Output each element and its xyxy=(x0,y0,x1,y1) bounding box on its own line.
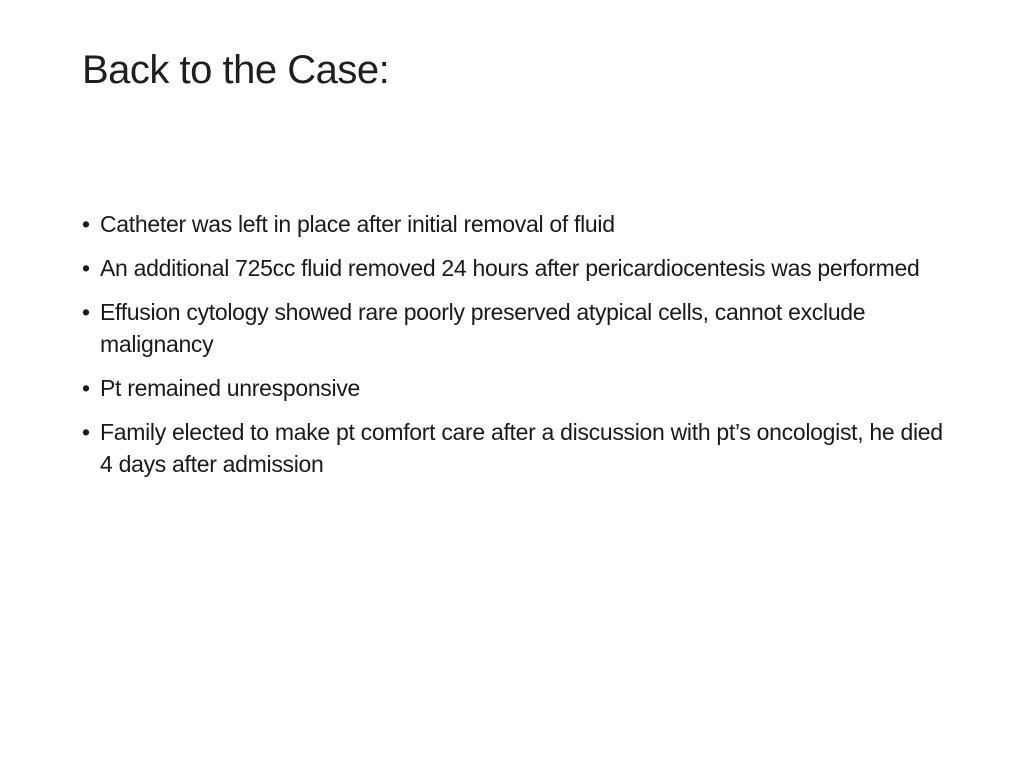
bullet-item-unresponsive xyxy=(82,372,952,404)
bullet-icon: • xyxy=(82,419,90,445)
bullet-list xyxy=(82,208,952,492)
bullet-text: Family elected to make pt comfort care after a discussion with pt’s oncologist, he died 4 days after admission xyxy=(100,419,943,477)
bullet-text: Effusion cytology showed rare poorly preserved atypical cells, cannot exclude malignancy xyxy=(100,299,866,357)
bullet-item-comfort-care xyxy=(82,416,952,480)
bullet-icon: • xyxy=(82,299,90,325)
bullet-text: An additional 725cc fluid removed 24 hours after pericardiocentesis was performed xyxy=(100,255,920,281)
bullet-icon: • xyxy=(82,255,90,281)
slide-title: Back to the Case: xyxy=(82,48,390,92)
bullet-item-catheter xyxy=(82,208,952,240)
bullet-item-additional-fluid xyxy=(82,252,952,284)
bullet-icon: • xyxy=(82,375,90,401)
bullet-text: Pt remained unresponsive xyxy=(100,375,361,401)
bullet-icon: • xyxy=(82,211,90,237)
bullet-item-cytology xyxy=(82,296,952,360)
bullet-text: Catheter was left in place after initial removal of fluid xyxy=(100,211,615,237)
